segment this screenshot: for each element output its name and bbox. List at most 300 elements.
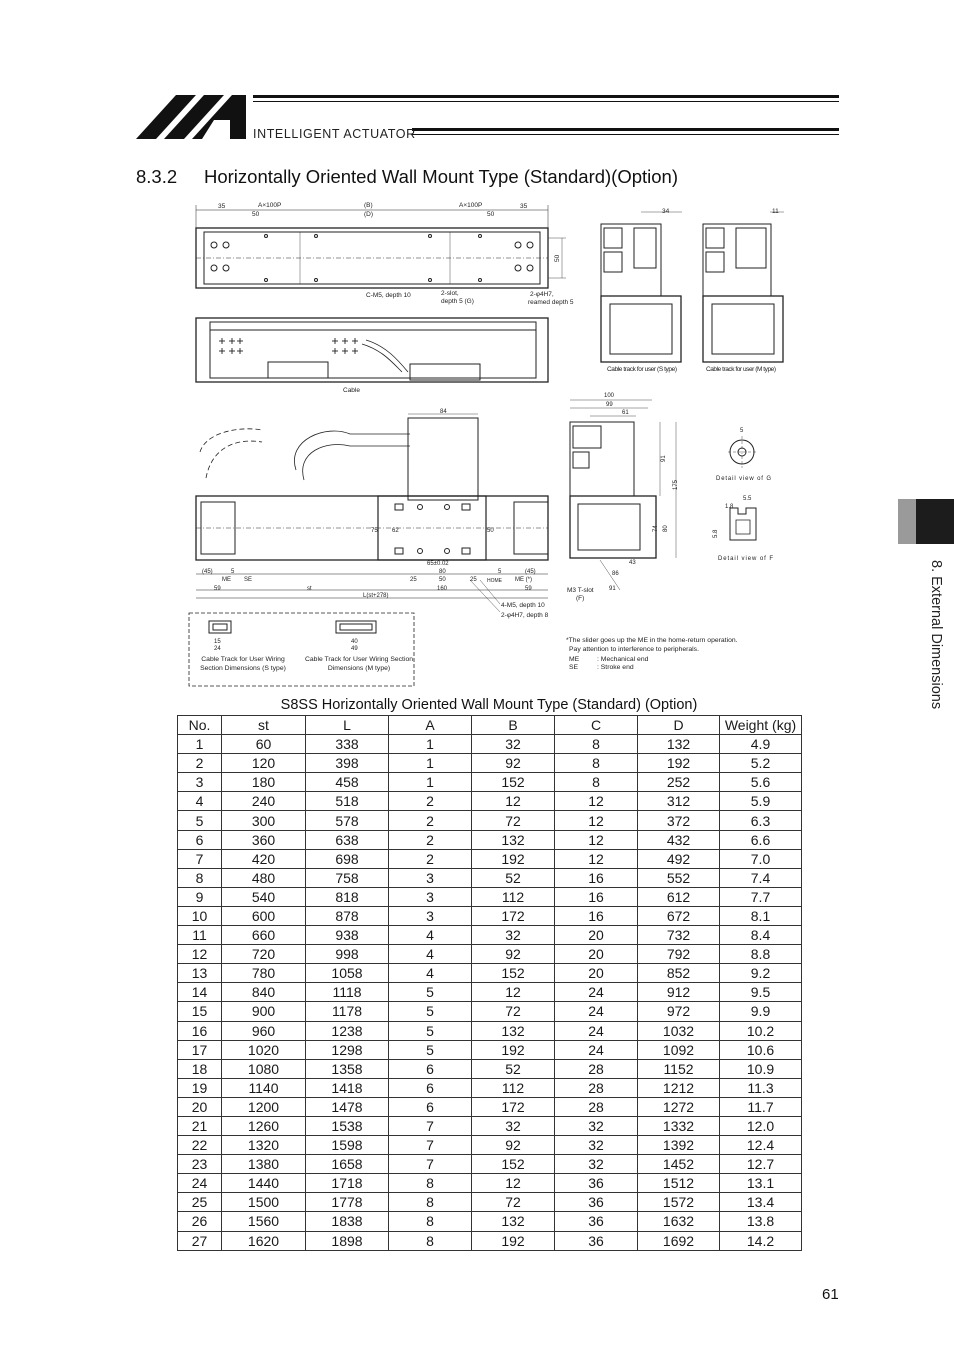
cell-d: 312 (638, 792, 720, 811)
callout-t-slot-line1: M3 T-slot (567, 587, 594, 594)
cell-c: 8 (555, 754, 638, 773)
cell-d: 372 (638, 811, 720, 830)
table-row (178, 964, 802, 983)
table-row (178, 868, 802, 887)
cell-d: 972 (638, 1002, 720, 1021)
dim-86: 86 (612, 571, 619, 577)
cell-st: 1140 (222, 1078, 306, 1097)
label-me-right: ME (*) (515, 577, 532, 583)
dim-74: 74 (653, 525, 659, 532)
cell-no: 13 (178, 964, 222, 983)
cell-c: 16 (555, 887, 638, 906)
cell-d: 1512 (638, 1174, 720, 1193)
cell-st: 1260 (222, 1116, 306, 1135)
cell-a: 6 (389, 1078, 472, 1097)
dim-top-35-right: 35 (520, 203, 528, 210)
table-row (178, 1116, 802, 1135)
table-row (178, 906, 802, 925)
cell-weight: 8.4 (720, 926, 802, 945)
dim-50: 50 (439, 577, 446, 583)
cell-d: 1452 (638, 1155, 720, 1174)
cell-l: 1658 (306, 1155, 389, 1174)
table-header-row (178, 716, 802, 735)
cell-c: 8 (555, 735, 638, 754)
cell-d: 192 (638, 754, 720, 773)
cell-c: 20 (555, 926, 638, 945)
table-row (178, 754, 802, 773)
cell-d: 732 (638, 926, 720, 945)
cell-c: 12 (555, 849, 638, 868)
dim-section-15: 15 (214, 639, 221, 645)
table-row (178, 1231, 802, 1250)
cell-a: 8 (389, 1231, 472, 1250)
cell-a: 3 (389, 887, 472, 906)
cell-l: 1538 (306, 1116, 389, 1135)
cell-st: 180 (222, 773, 306, 792)
col-header-no: No. (178, 716, 222, 735)
cell-l: 1718 (306, 1174, 389, 1193)
dim-top-b: (B) (364, 202, 373, 209)
cell-a: 6 (389, 1059, 472, 1078)
legend-me-abbr: ME (569, 656, 580, 663)
cell-d: 252 (638, 773, 720, 792)
cell-no: 3 (178, 773, 222, 792)
cell-st: 660 (222, 926, 306, 945)
table-row (178, 735, 802, 754)
cell-st: 240 (222, 792, 306, 811)
cell-weight: 11.3 (720, 1078, 802, 1097)
col-header-weight: Weight (kg) (720, 716, 802, 735)
cell-a: 1 (389, 754, 472, 773)
chapter-label: 8. External Dimensions (928, 560, 944, 710)
cell-weight: 13.1 (720, 1174, 802, 1193)
table-row (178, 1059, 802, 1078)
cell-c: 28 (555, 1078, 638, 1097)
cell-st: 1500 (222, 1193, 306, 1212)
section-m-label: Cable Track for User Wiring Section Dimensions (M type) (304, 656, 414, 672)
callout-slot-line1: 2-slot, (441, 290, 459, 297)
cell-a: 4 (389, 964, 472, 983)
cell-a: 2 (389, 792, 472, 811)
cell-a: 2 (389, 849, 472, 868)
cell-no: 27 (178, 1231, 222, 1250)
cell-weight: 13.8 (720, 1212, 802, 1231)
dim-59-left: 59 (214, 586, 221, 592)
end-view-slider (570, 400, 676, 590)
cell-b: 132 (472, 830, 555, 849)
cell-l: 698 (306, 849, 389, 868)
cell-no: 14 (178, 983, 222, 1002)
cell-l: 458 (306, 773, 389, 792)
cell-st: 960 (222, 1021, 306, 1040)
cell-l: 1838 (306, 1212, 389, 1231)
dim-62: 62 (392, 528, 399, 534)
cell-b: 172 (472, 1097, 555, 1116)
dim-right-11: 11 (772, 208, 779, 215)
side-tab-marker (916, 499, 954, 544)
cell-b: 32 (472, 1116, 555, 1135)
dim-80-v: 80 (663, 525, 669, 532)
cell-d: 612 (638, 887, 720, 906)
cell-weight: 14.2 (720, 1231, 802, 1250)
dim-75: 75 (371, 528, 378, 534)
cell-weight: 10.6 (720, 1040, 802, 1059)
dim-top-a100-left: A×100P (258, 202, 282, 209)
cell-c: 16 (555, 906, 638, 925)
cell-st: 60 (222, 735, 306, 754)
cell-d: 132 (638, 735, 720, 754)
cell-a: 2 (389, 830, 472, 849)
callout-m5-slider: 4-M5, depth 10 (501, 602, 545, 609)
dim-175: 175 (673, 479, 679, 490)
cell-c: 36 (555, 1231, 638, 1250)
table-row (178, 945, 802, 964)
cell-a: 5 (389, 1002, 472, 1021)
cell-a: 7 (389, 1136, 472, 1155)
table-body (178, 735, 802, 1251)
cell-d: 1392 (638, 1136, 720, 1155)
cell-st: 1620 (222, 1231, 306, 1250)
cell-weight: 5.6 (720, 773, 802, 792)
end-view-m-type (703, 212, 784, 362)
cell-b: 152 (472, 1155, 555, 1174)
cell-l: 998 (306, 945, 389, 964)
cell-c: 32 (555, 1155, 638, 1174)
cell-a: 4 (389, 926, 472, 945)
dim-detail-5: 5 (740, 428, 744, 434)
cell-b: 92 (472, 1136, 555, 1155)
cell-d: 792 (638, 945, 720, 964)
cell-c: 32 (555, 1116, 638, 1135)
cell-c: 12 (555, 811, 638, 830)
dim-top-d: (D) (364, 211, 374, 218)
cell-no: 15 (178, 1002, 222, 1021)
cell-c: 28 (555, 1097, 638, 1116)
cell-no: 19 (178, 1078, 222, 1097)
cell-l: 338 (306, 735, 389, 754)
cell-l: 1298 (306, 1040, 389, 1059)
col-header-d: D (638, 716, 720, 735)
cell-st: 420 (222, 849, 306, 868)
cell-weight: 7.4 (720, 868, 802, 887)
cell-weight: 8.8 (720, 945, 802, 964)
cell-no: 1 (178, 735, 222, 754)
cell-d: 852 (638, 964, 720, 983)
dim-section-49: 49 (351, 646, 358, 652)
dim-detail-5-8: 5.8 (713, 529, 719, 538)
table-row (178, 1136, 802, 1155)
cell-d: 1092 (638, 1040, 720, 1059)
cell-st: 120 (222, 754, 306, 773)
dim-91-v: 91 (661, 455, 667, 462)
cell-a: 8 (389, 1174, 472, 1193)
cell-weight: 5.9 (720, 792, 802, 811)
table-row (178, 830, 802, 849)
cell-no: 26 (178, 1212, 222, 1231)
table-row (178, 849, 802, 868)
cell-b: 132 (472, 1212, 555, 1231)
table-row (178, 1212, 802, 1231)
cell-l: 1418 (306, 1078, 389, 1097)
table-row (178, 887, 802, 906)
cell-weight: 9.5 (720, 983, 802, 1002)
cell-no: 24 (178, 1174, 222, 1193)
dim-right-50: 50 (554, 254, 561, 262)
callout-hole-line1: 2-φ4H7, (530, 291, 554, 298)
legend-se-abbr: SE (569, 664, 579, 671)
table-row (178, 1097, 802, 1116)
cell-st: 540 (222, 887, 306, 906)
callout-h7-slider: 2-φ4H7, depth 8 (501, 612, 549, 619)
cell-l: 1358 (306, 1059, 389, 1078)
cell-l: 518 (306, 792, 389, 811)
callout-cable: Cable (343, 387, 360, 394)
cell-d: 912 (638, 983, 720, 1002)
cell-d: 672 (638, 906, 720, 925)
cell-a: 3 (389, 868, 472, 887)
dim-84: 84 (440, 409, 447, 415)
cell-no: 12 (178, 945, 222, 964)
cell-weight: 9.2 (720, 964, 802, 983)
cell-a: 2 (389, 811, 472, 830)
cell-a: 7 (389, 1116, 472, 1135)
cell-st: 600 (222, 906, 306, 925)
cell-weight: 12.7 (720, 1155, 802, 1174)
callout-slot-line2: depth 5 (G) (441, 298, 474, 305)
cell-b: 152 (472, 773, 555, 792)
dim-43: 43 (629, 560, 636, 566)
cell-a: 8 (389, 1212, 472, 1231)
callout-hole-line2: reamed depth 5 (528, 299, 574, 306)
table-row (178, 811, 802, 830)
col-header-l: L (306, 716, 389, 735)
dim-25-left: 25 (410, 577, 417, 583)
brand-name: INTELLIGENT ACTUATOR (253, 127, 416, 141)
cell-l: 1118 (306, 983, 389, 1002)
cell-l: 1778 (306, 1193, 389, 1212)
cell-st: 1560 (222, 1212, 306, 1231)
cell-b: 72 (472, 1193, 555, 1212)
cell-d: 552 (638, 868, 720, 887)
table-row (178, 1040, 802, 1059)
dim-99: 99 (606, 402, 613, 408)
side-tab-marker-light (898, 499, 916, 544)
cell-no: 25 (178, 1193, 222, 1212)
cell-l: 758 (306, 868, 389, 887)
cell-d: 1692 (638, 1231, 720, 1250)
cell-c: 8 (555, 773, 638, 792)
cell-no: 18 (178, 1059, 222, 1078)
dim-top-35-left: 35 (218, 203, 226, 210)
cell-weight: 8.1 (720, 906, 802, 925)
dim-top-a100-right: A×100P (459, 202, 483, 209)
dim-45-left: (45) (202, 569, 213, 575)
cell-a: 1 (389, 773, 472, 792)
dim-detail-5-5: 5.5 (743, 496, 752, 502)
cell-a: 1 (389, 735, 472, 754)
cell-no: 7 (178, 849, 222, 868)
dim-59-right: 59 (525, 586, 532, 592)
table-row (178, 1155, 802, 1174)
cell-weight: 12.0 (720, 1116, 802, 1135)
table-row (178, 773, 802, 792)
cell-no: 17 (178, 1040, 222, 1059)
col-header-c: C (555, 716, 638, 735)
section-s-label: Cable Track for User Wiring Section Dimensions (S type) (200, 656, 286, 672)
cell-a: 6 (389, 1097, 472, 1116)
cell-weight: 13.4 (720, 1193, 802, 1212)
cell-no: 20 (178, 1097, 222, 1116)
cell-no: 2 (178, 754, 222, 773)
section-number: 8.3.2 (136, 166, 178, 187)
cell-st: 1320 (222, 1136, 306, 1155)
cell-b: 52 (472, 1059, 555, 1078)
cell-no: 16 (178, 1021, 222, 1040)
cell-l: 1478 (306, 1097, 389, 1116)
cell-d: 1272 (638, 1097, 720, 1116)
cell-d: 1332 (638, 1116, 720, 1135)
cell-b: 132 (472, 1021, 555, 1040)
cell-b: 192 (472, 849, 555, 868)
cell-st: 360 (222, 830, 306, 849)
cell-weight: 10.2 (720, 1021, 802, 1040)
cell-d: 432 (638, 830, 720, 849)
dim-80: 80 (439, 569, 446, 575)
cell-c: 36 (555, 1212, 638, 1231)
cell-st: 720 (222, 945, 306, 964)
cell-d: 1032 (638, 1021, 720, 1040)
cell-weight: 4.9 (720, 735, 802, 754)
legend-se-desc: : Stroke end (597, 664, 634, 671)
cell-c: 20 (555, 964, 638, 983)
cell-a: 4 (389, 945, 472, 964)
dim-st: st (307, 586, 312, 592)
label-me-left: ME (222, 577, 231, 583)
section-title-text: Horizontally Oriented Wall Mount Type (Standard)(Option) (204, 166, 679, 187)
cell-a: 8 (389, 1193, 472, 1212)
label-se: SE (244, 577, 253, 583)
cell-st: 1440 (222, 1174, 306, 1193)
note-line-2: Pay attention to interference to peripherals. (569, 646, 699, 653)
dim-top-50-left: 50 (252, 211, 260, 218)
cell-l: 938 (306, 926, 389, 945)
cell-no: 8 (178, 868, 222, 887)
note-line-1: *The slider goes up the ME in the home-return operation. (566, 637, 738, 644)
dim-total-length: L(st+278) (363, 593, 389, 599)
cell-st: 1080 (222, 1059, 306, 1078)
cell-no: 11 (178, 926, 222, 945)
col-header-st: st (222, 716, 306, 735)
page-number: 61 (822, 1286, 839, 1303)
cell-b: 112 (472, 1078, 555, 1097)
cell-b: 112 (472, 887, 555, 906)
cell-b: 72 (472, 1002, 555, 1021)
cell-no: 9 (178, 887, 222, 906)
cell-no: 5 (178, 811, 222, 830)
cell-d: 1572 (638, 1193, 720, 1212)
cell-c: 24 (555, 1040, 638, 1059)
table-row (178, 926, 802, 945)
cell-l: 1238 (306, 1021, 389, 1040)
cell-weight: 11.7 (720, 1097, 802, 1116)
dim-detail-1-8: 1.8 (725, 504, 734, 510)
cell-a: 7 (389, 1155, 472, 1174)
cell-b: 92 (472, 945, 555, 964)
cell-b: 92 (472, 754, 555, 773)
cell-st: 480 (222, 868, 306, 887)
dim-100: 100 (604, 393, 615, 399)
detail-view-g (728, 436, 756, 468)
dim-5-right: 5 (498, 569, 502, 575)
top-plan-view (196, 228, 566, 288)
cell-d: 1212 (638, 1078, 720, 1097)
cell-st: 900 (222, 1002, 306, 1021)
spec-table (177, 715, 802, 1251)
cell-c: 16 (555, 868, 638, 887)
table-caption: S8SS Horizontally Oriented Wall Mount Type (Standard) (Option) (280, 697, 698, 713)
dim-25-right: 25 (470, 577, 477, 583)
callout-cm5: C-M5, depth 10 (366, 292, 411, 299)
cell-b: 12 (472, 983, 555, 1002)
cell-no: 10 (178, 906, 222, 925)
cell-b: 72 (472, 811, 555, 830)
dim-91-h: 91 (609, 586, 616, 592)
legend-me-desc: : Mechanical end (597, 656, 649, 663)
cell-weight: 9.9 (720, 1002, 802, 1021)
cell-b: 172 (472, 906, 555, 925)
dim-section-24: 24 (214, 646, 221, 652)
cable-track-m-label: Cable track for user (M type) (706, 366, 776, 373)
cell-st: 780 (222, 964, 306, 983)
cell-weight: 10.9 (720, 1059, 802, 1078)
cell-l: 398 (306, 754, 389, 773)
cell-a: 5 (389, 1021, 472, 1040)
cell-st: 300 (222, 811, 306, 830)
cell-no: 23 (178, 1155, 222, 1174)
cell-no: 6 (178, 830, 222, 849)
dim-section-40: 40 (351, 639, 358, 645)
cell-d: 1152 (638, 1059, 720, 1078)
cell-b: 32 (472, 926, 555, 945)
dim-right-34: 34 (662, 208, 670, 215)
dim-45-right: (45) (525, 569, 536, 575)
cell-weight: 7.7 (720, 887, 802, 906)
cell-no: 4 (178, 792, 222, 811)
dim-5-left: 5 (231, 569, 235, 575)
cell-l: 1898 (306, 1231, 389, 1250)
table-row (178, 1193, 802, 1212)
cell-l: 878 (306, 906, 389, 925)
cell-b: 32 (472, 735, 555, 754)
cell-a: 5 (389, 1040, 472, 1059)
table-row (178, 792, 802, 811)
cell-c: 28 (555, 1059, 638, 1078)
table-row (178, 983, 802, 1002)
cell-l: 1598 (306, 1136, 389, 1155)
cell-c: 36 (555, 1174, 638, 1193)
dim-65-tol: 65±0.02 (427, 561, 449, 567)
cell-st: 1020 (222, 1040, 306, 1059)
col-header-b: B (472, 716, 555, 735)
cell-weight: 7.0 (720, 849, 802, 868)
cell-weight: 5.2 (720, 754, 802, 773)
detail-f-label: Detail view of F (718, 556, 773, 562)
col-header-a: A (389, 716, 472, 735)
cell-c: 24 (555, 1021, 638, 1040)
cell-c: 24 (555, 1002, 638, 1021)
cell-c: 24 (555, 983, 638, 1002)
dim-160: 160 (437, 586, 448, 592)
